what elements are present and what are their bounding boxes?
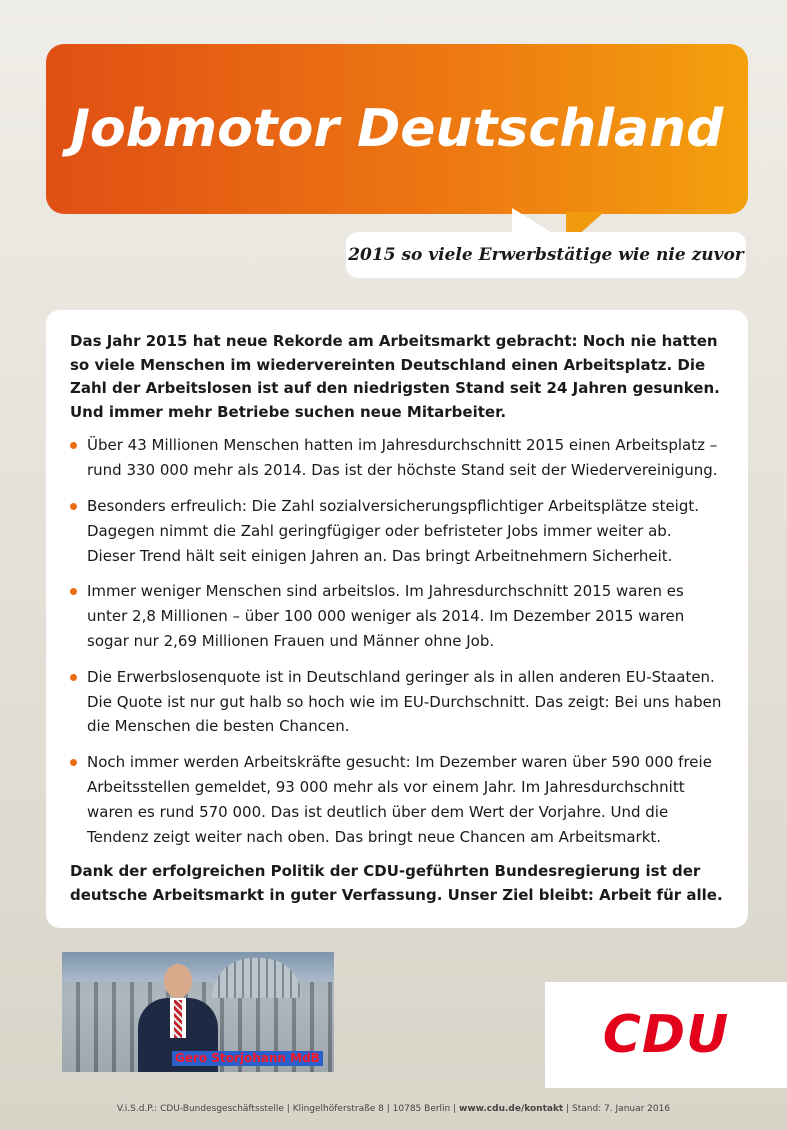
page-title: Jobmotor Deutschland	[70, 99, 724, 159]
reichstag-dome	[212, 958, 302, 998]
list-item: Die Erwerbslosenquote ist in Deutschland geringer als in allen anderen EU-Staaten. Die Quote ist nur gut halb so hoch wie im EU-Durchschnitt. Das zeigt: Bei uns haben die Menschen die besten Chancen.	[70, 665, 724, 739]
headline-banner	[46, 44, 748, 214]
contact-link[interactable]: www.cdu.de/kontakt	[459, 1104, 564, 1114]
bullet-dot-icon	[70, 588, 77, 595]
list-item: Noch immer werden Arbeitskräfte gesucht: Im Dezember waren über 590 000 freie Arbeitsstellen gemeldet, 93 000 mehr als vor einem Jahr. Im Jahresdurchschnitt waren es rund 570 000. Das ist deutlich über dem Wert der Vorjahre. Und die Tendenz zeigt weiter nach oben. Das bringt neue Chancen am Arbeitsmarkt.	[70, 750, 724, 849]
politician-photo	[62, 952, 334, 1072]
intro-paragraph: Das Jahr 2015 hat neue Rekorde am Arbeitsmarkt gebracht: Noch nie hatten so viele Menschen im wiedervereinten Deutschland einen Arbeitsplatz. Die Zahl der Arbeitslosen ist auf den niedrigsten Stand seit 24 Jahren gesunken. Und immer mehr Betriebe suchen neue Mitarbeiter.	[70, 332, 720, 421]
bullet-dot-icon	[70, 759, 77, 766]
content-card	[46, 310, 748, 928]
cdu-logo: CDU	[602, 1005, 730, 1065]
speech-bubble-tail	[512, 208, 554, 234]
closing-paragraph: Dank der erfolgreichen Politik der CDU-geführten Bundesregierung ist der deutsche Arbeitsmarkt in guter Verfassung. Unser Ziel bleibt: Arbeit für alle.	[70, 862, 723, 904]
bullet-dot-icon	[70, 503, 77, 510]
bullet-dot-icon	[70, 674, 77, 681]
photo-caption: Gero Storjohann MdB	[172, 1051, 323, 1066]
cdu-logo-box	[545, 982, 787, 1088]
page-subtitle: 2015 so viele Erwerbstätige wie nie zuvor	[348, 245, 744, 265]
bullet-dot-icon	[70, 442, 77, 449]
list-item: Besonders erfreulich: Die Zahl sozialversicherungspflichtiger Arbeitsplätze steigt. Dagegen nimmt die Zahl geringfügiger oder befristeter Jobs immer weiter ab. Dieser Trend hält seit einigen Jahren an. Das bringt Arbeitnehmern Sicherheit.	[70, 494, 724, 568]
list-item: Immer weniger Menschen sind arbeitslos. Im Jahresdurchschnitt 2015 waren es unter 2,8 Millionen – über 100 000 weniger als 2014. Im Dezember 2015 waren sogar nur 2,69 Millionen Frauen und Männer ohne Job.	[70, 579, 724, 653]
subtitle-bubble	[346, 232, 746, 278]
list-item: Über 43 Millionen Menschen hatten im Jahresdurchschnitt 2015 einen Arbeitsplatz – rund 330 000 mehr als 2014. Das ist der höchste Stand seit der Wiedervereinigung.	[70, 433, 724, 483]
imprint-footer: V.i.S.d.P.: CDU-Bundesgeschäftsstelle | Klingelhöferstraße 8 | 10785 Berlin | www.cdu.de/kontakt | Stand: 7. Januar 2016	[116, 1104, 671, 1114]
bullet-list	[70, 433, 724, 849]
